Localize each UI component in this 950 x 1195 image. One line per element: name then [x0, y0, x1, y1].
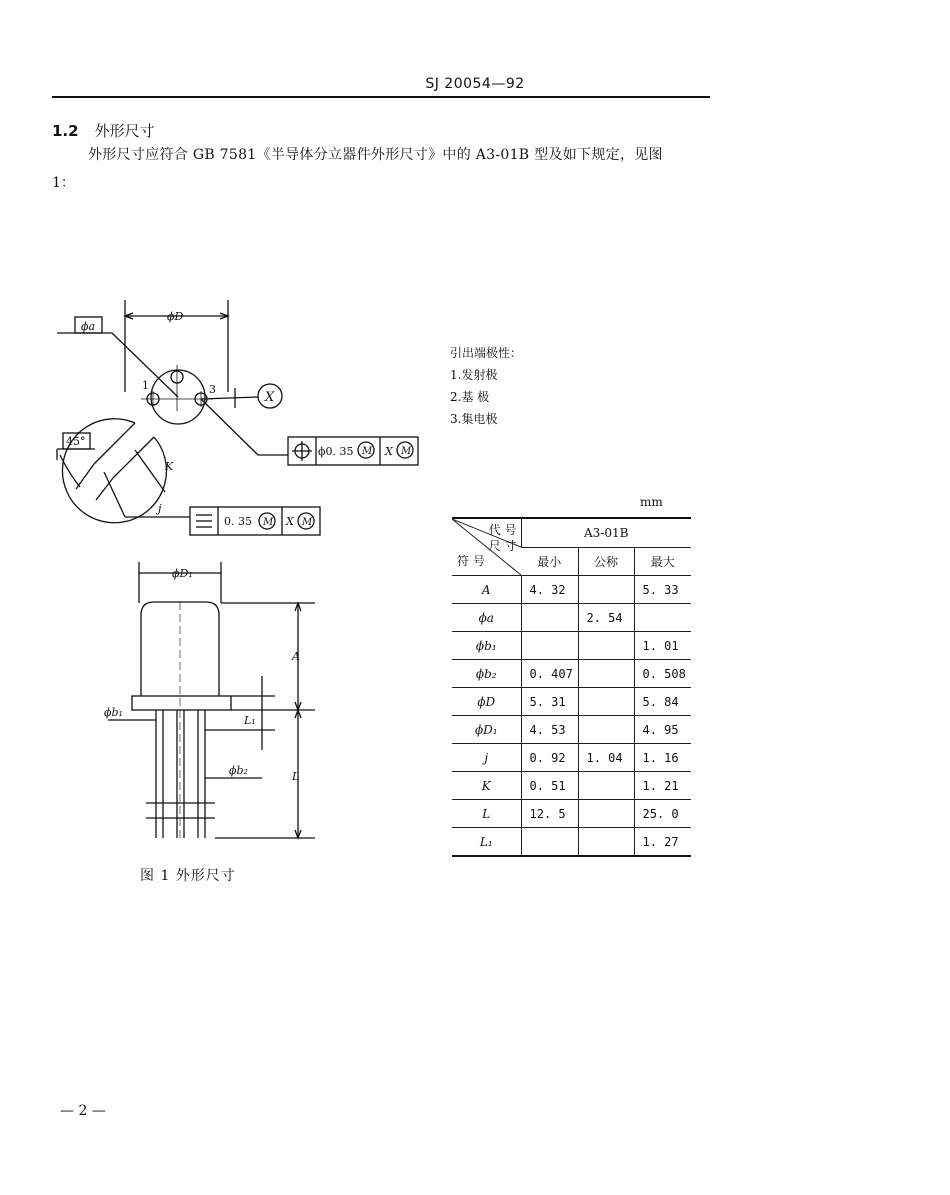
- cell-max: 5. 33: [634, 576, 691, 604]
- cell-min: [521, 632, 578, 660]
- cell-min: 5. 31: [521, 688, 578, 716]
- cell-symbol: A: [452, 576, 521, 604]
- cell-max: [634, 604, 691, 632]
- section-paragraph-line2: 1：: [52, 175, 75, 191]
- label-phi-b2: ϕb₂: [229, 764, 248, 777]
- polarity-item: 2.基 极: [450, 390, 490, 404]
- pin-3-label: 3: [209, 383, 216, 396]
- pin-1-label: 1: [142, 379, 149, 392]
- polarity-item: 1.发射极: [450, 368, 498, 382]
- cell-nom: [578, 800, 634, 828]
- table-row: [452, 800, 691, 828]
- table-row: [452, 660, 691, 688]
- table-row: [452, 688, 691, 716]
- cell-symbol: ϕa: [452, 604, 521, 632]
- section-title: 外形尺寸: [94, 122, 155, 140]
- cell-min: [521, 604, 578, 632]
- col-max-header: 最大: [634, 547, 691, 576]
- figure-caption: 图 1 外形尺寸: [140, 868, 236, 884]
- table-row: [452, 744, 691, 772]
- cell-min: [521, 828, 578, 857]
- table-row: [452, 604, 691, 632]
- cell-nom: [578, 576, 634, 604]
- cell-symbol: L: [452, 800, 521, 828]
- col-min-header: 最小: [521, 547, 578, 576]
- section-paragraph-line1: 外形尺寸应符合 GB 7581《半导体分立器件外形尺寸》中的 A3-01B 型及如下规定，见图: [88, 147, 663, 163]
- datum-X: X: [265, 390, 275, 405]
- cell-symbol: ϕb₂: [452, 660, 521, 688]
- tol-M-1: M: [362, 446, 373, 457]
- cell-max: 1. 21: [634, 772, 691, 800]
- table-unit: mm: [640, 495, 663, 509]
- corner-label-size: 尺 寸: [488, 539, 517, 553]
- label-A: A: [292, 650, 300, 663]
- tol-X-2: X: [286, 515, 294, 528]
- table-corner-cell: [452, 518, 521, 576]
- cell-max: 1. 27: [634, 828, 691, 857]
- label-L: L: [292, 770, 300, 783]
- document-code: SJ 20054—92: [425, 76, 525, 92]
- table-row: [452, 632, 691, 660]
- label-phi-D: ϕD: [167, 310, 184, 323]
- table-row: [452, 716, 691, 744]
- section-number: 1.2: [52, 122, 79, 140]
- label-j: j: [158, 502, 162, 515]
- cell-max: 1. 16: [634, 744, 691, 772]
- cell-min: 4. 53: [521, 716, 578, 744]
- polarity-item: 3.集电极: [450, 412, 498, 426]
- col-nom-header: 公称: [578, 547, 634, 576]
- cell-max: 25. 0: [634, 800, 691, 828]
- outline-drawing: [0, 0, 450, 860]
- label-K: K: [165, 460, 174, 473]
- tol-value-1: ϕ0. 35: [318, 445, 354, 458]
- cell-nom: [578, 716, 634, 744]
- corner-label-code: 代 号: [488, 523, 517, 537]
- cell-max: 1. 01: [634, 632, 691, 660]
- cell-max: 4. 95: [634, 716, 691, 744]
- page-number: — 2 —: [60, 1103, 106, 1119]
- tol-X-1: X: [385, 445, 393, 458]
- label-L1: L₁: [244, 714, 256, 727]
- cell-symbol: j: [452, 744, 521, 772]
- table-row: [452, 772, 691, 800]
- label-phi-b1: ϕb₁: [104, 706, 123, 719]
- cell-min: 4. 32: [521, 576, 578, 604]
- cell-nom: [578, 772, 634, 800]
- cell-nom: [578, 660, 634, 688]
- tol-M-3: M: [263, 517, 274, 528]
- label-phi-a: ϕa: [81, 320, 96, 333]
- angle-label: 45°: [66, 435, 86, 448]
- corner-label-symbol: 符 号: [457, 554, 485, 568]
- cell-symbol: ϕD: [452, 688, 521, 716]
- polarity-title: 引出端极性：: [450, 346, 523, 360]
- table-row: [452, 576, 691, 604]
- terminal-polarity: [450, 342, 522, 430]
- tol-M-2: M: [401, 446, 412, 457]
- cell-nom: [578, 688, 634, 716]
- tol-M-4: M: [302, 517, 313, 528]
- cell-max: 5. 84: [634, 688, 691, 716]
- dimension-table: [452, 517, 691, 857]
- cell-symbol: ϕD₁: [452, 716, 521, 744]
- cell-symbol: L₁: [452, 828, 521, 857]
- cell-symbol: K: [452, 772, 521, 800]
- cell-max: 0. 508: [634, 660, 691, 688]
- cell-nom: [578, 632, 634, 660]
- cell-min: 0. 407: [521, 660, 578, 688]
- cell-nom: [578, 828, 634, 857]
- tol-value-2: 0. 35: [224, 515, 252, 528]
- cell-nom: 1. 04: [578, 744, 634, 772]
- cell-nom: 2. 54: [578, 604, 634, 632]
- cell-symbol: ϕb₁: [452, 632, 521, 660]
- table-group-header: A3-01B: [521, 518, 691, 547]
- cell-min: 0. 51: [521, 772, 578, 800]
- cell-min: 0. 92: [521, 744, 578, 772]
- label-phi-D1: ϕD₁: [172, 567, 193, 580]
- cell-min: 12. 5: [521, 800, 578, 828]
- table-row: [452, 828, 691, 857]
